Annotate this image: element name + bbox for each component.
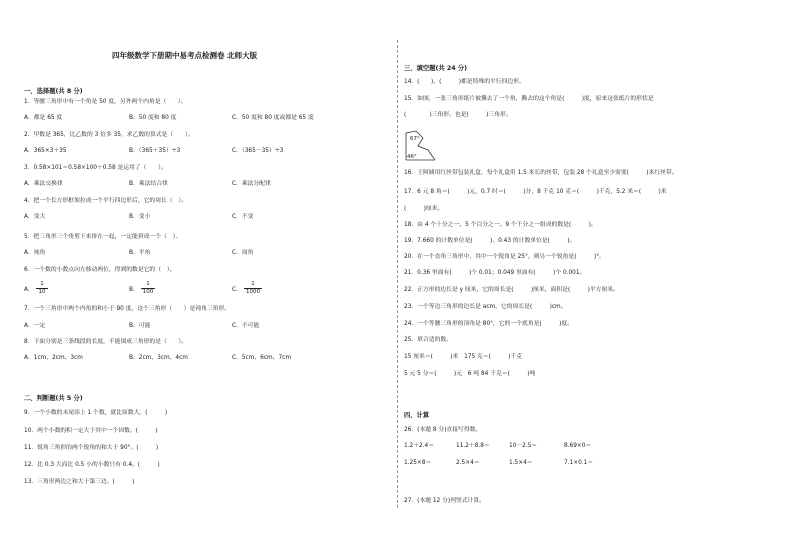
section-heading-choice: 一、选择题(共 8 分)	[24, 88, 83, 95]
q15-line1: 15．如图，一张三角形纸片被撕去了一个角，撕去的这个角是( )度，原来这张纸片的形状是	[404, 96, 654, 102]
q21: 21．0.36 里面有( )个 0.01；0.049 里面有( )个 0.001。	[404, 270, 586, 276]
q4-option-c: C．不变	[232, 214, 254, 220]
calc-cell: 8.69×0＝	[564, 443, 592, 449]
q19: 19．7.660 的计数单位是( )，0.43 的计数单位是( )。	[404, 238, 576, 244]
torn-triangle-figure	[404, 128, 438, 162]
q25: 25．填合适的数。	[404, 337, 452, 343]
page-title: 四年级数学下册期中易考点检测卷 北师大版	[112, 51, 258, 60]
q14: 14．( )、( )都是特殊的平行四边形。	[404, 79, 525, 85]
q7-stem: 7．一个三角形中两个内角的和小于 90 度，这个三角形（ ）是钝角三角形。	[24, 306, 231, 312]
q20: 20．在一个直角三角形中，其中一个锐角是 25°，则另一个锐角是( )°。	[404, 254, 605, 260]
q5-option-a: A．钝角	[24, 250, 46, 256]
q6-fraction-b	[140, 281, 156, 295]
judgement-item: 10．两个小数的积一定大于其中一个因数。( )	[24, 428, 158, 434]
fraction-numerator: 1	[146, 281, 150, 287]
q1-option-a: A．都是 65 度	[24, 115, 63, 121]
calc-cell: 10－2.5＝	[509, 443, 538, 449]
q23: 23．一个等边三角形的边长是 acm，它的周长是( )cm。	[404, 304, 567, 310]
angle-label-bottom: 46°	[407, 154, 417, 160]
q6-option-a: A．	[24, 287, 34, 293]
q8-option-b: B．2cm、3cm、4cm	[129, 355, 188, 361]
q17-line2: ( )厘米。	[404, 206, 444, 212]
judgement-item: 13．三角形两边之和大于第三边。( )	[24, 479, 135, 485]
q3-option-a: A．乘法交换律	[24, 181, 63, 187]
calc-cell: 11.2＋8.8＝	[456, 443, 490, 449]
section-heading-fill: 三、填空题(共 24 分)	[404, 65, 467, 72]
q22: 22．正方形的边长是 y 厘米，它的周长是( )厘米，面积是( )平方厘米。	[404, 287, 619, 293]
q3-option-b: B．乘法结合律	[129, 181, 168, 187]
q6-stem: 6．一个数的小数点向左移动两位，得到的数是它的（ ）。	[24, 267, 176, 273]
q3-option-c: C．乘法分配律	[232, 181, 271, 187]
q7-option-b: B．可能	[129, 323, 151, 329]
calc-cell: 1.25×8＝	[404, 460, 432, 466]
fraction-denominator: 100	[142, 289, 154, 295]
q5-option-b: B．平角	[129, 250, 151, 256]
q1-stem: 1．等腰三角形中有一个角是 50 度，另外两个内角是（ ）。	[24, 99, 187, 105]
q5-option-c: C．周角	[232, 250, 254, 256]
judgement-item: 12．比 0.3 大而比 0.5 小的小数只有 0.4。( )	[24, 462, 160, 468]
q25-row1: 15 厘米＝( )米 175 克＝( )千克	[404, 354, 523, 360]
judgement-item: 11．锐角三角形的两个锐角的和大于 90°。( )	[24, 445, 159, 451]
calc-cell: 1.2＋2.4＝	[404, 443, 435, 449]
calc-cell: 1.5×4＝	[509, 460, 533, 466]
q6-fraction-c	[243, 281, 263, 295]
fraction-denominator: 10	[38, 289, 46, 295]
q1-option-c: C．50 度和 80 度或都是 65 度	[232, 115, 314, 121]
q8-option-c: C．5cm、6cm、7cm	[232, 355, 292, 361]
q4-option-a: A．变大	[24, 214, 46, 220]
q16: 16．王阿姨用红丝带包装礼盒，每个礼盒用 1.5 米长的丝带，包装 28 个礼盒至少需要( )米红丝带。	[404, 170, 678, 176]
angle-label-top: 67°	[410, 136, 420, 142]
column-divider	[397, 40, 398, 508]
fraction-denominator: 1000	[246, 289, 260, 295]
calc-cell: 7.1×0.1＝	[564, 460, 594, 466]
q2-option-c: C．（365－35）÷3	[232, 148, 284, 154]
q8-stem: 8．下面分别是三条线段的长度，不能围成三角形的是（ ）。	[24, 339, 188, 345]
q1-option-b: B．50 度和 80 度	[129, 115, 177, 121]
section-heading-judgement: 二、判断题(共 5 分)	[24, 395, 83, 402]
q2-option-b: B．（365＋35）÷3	[129, 148, 181, 154]
q24: 24．一个等腰三角形的顶角是 80°，它的一个底角是( )度。	[404, 321, 573, 327]
q7-option-c: C．不可能	[232, 323, 260, 329]
judgement-item: 9．一个小数的末尾添上 1 个数，就比原数大。( )	[24, 410, 168, 416]
q18: 18．由 4 个十分之一、5 个百分之一、9 个千分之一组成的数是( )。	[404, 222, 597, 228]
q6-option-c: C．	[232, 287, 242, 293]
q5-stem: 5．把三角形三个角剪下来拼在一起，一定能拼成一个（ ）。	[24, 234, 182, 240]
q7-option-a: A．一定	[24, 323, 46, 329]
q26: 26．(本题 8 分)直接写得数。	[404, 427, 482, 433]
q6-fraction-a	[35, 281, 49, 295]
q17-line1: 17．6 元 8 角＝( )元，0.7 时＝( )分，8 千克 10 克＝( )千克，5.2 米＝( )米	[404, 189, 667, 195]
q27: 27．(本题 12 分)列竖式计算。	[404, 498, 485, 504]
fraction-numerator: 1	[40, 281, 44, 287]
q8-option-a: A．1cm、2cm、3cm	[24, 355, 83, 361]
q2-option-a: A．365×3＋35	[24, 148, 67, 154]
calc-cell: 2.5×4＝	[456, 460, 480, 466]
q15-line2: ( )三角形，也是( )三角形。	[404, 112, 512, 118]
fraction-numerator: 1	[251, 281, 255, 287]
q4-stem: 4．把一个长方形框架拉成一个平行四边形后，它的周长（ ）。	[24, 198, 188, 204]
section-heading-calc: 四、计算	[404, 412, 430, 419]
q6-option-b: B．	[129, 287, 139, 293]
q4-option-b: B．变小	[129, 214, 151, 220]
q3-stem: 3．0.58×101＝0.58×100＋0.58 是运用了（ ）。	[24, 165, 167, 171]
q25-row2: 5 元 5 分＝( )元 6 吨 84 千克＝( )吨	[404, 371, 536, 377]
q2-stem: 2．甲数是 365，比乙数的 3 倍多 35，求乙数的算式是（ ）。	[24, 132, 194, 138]
